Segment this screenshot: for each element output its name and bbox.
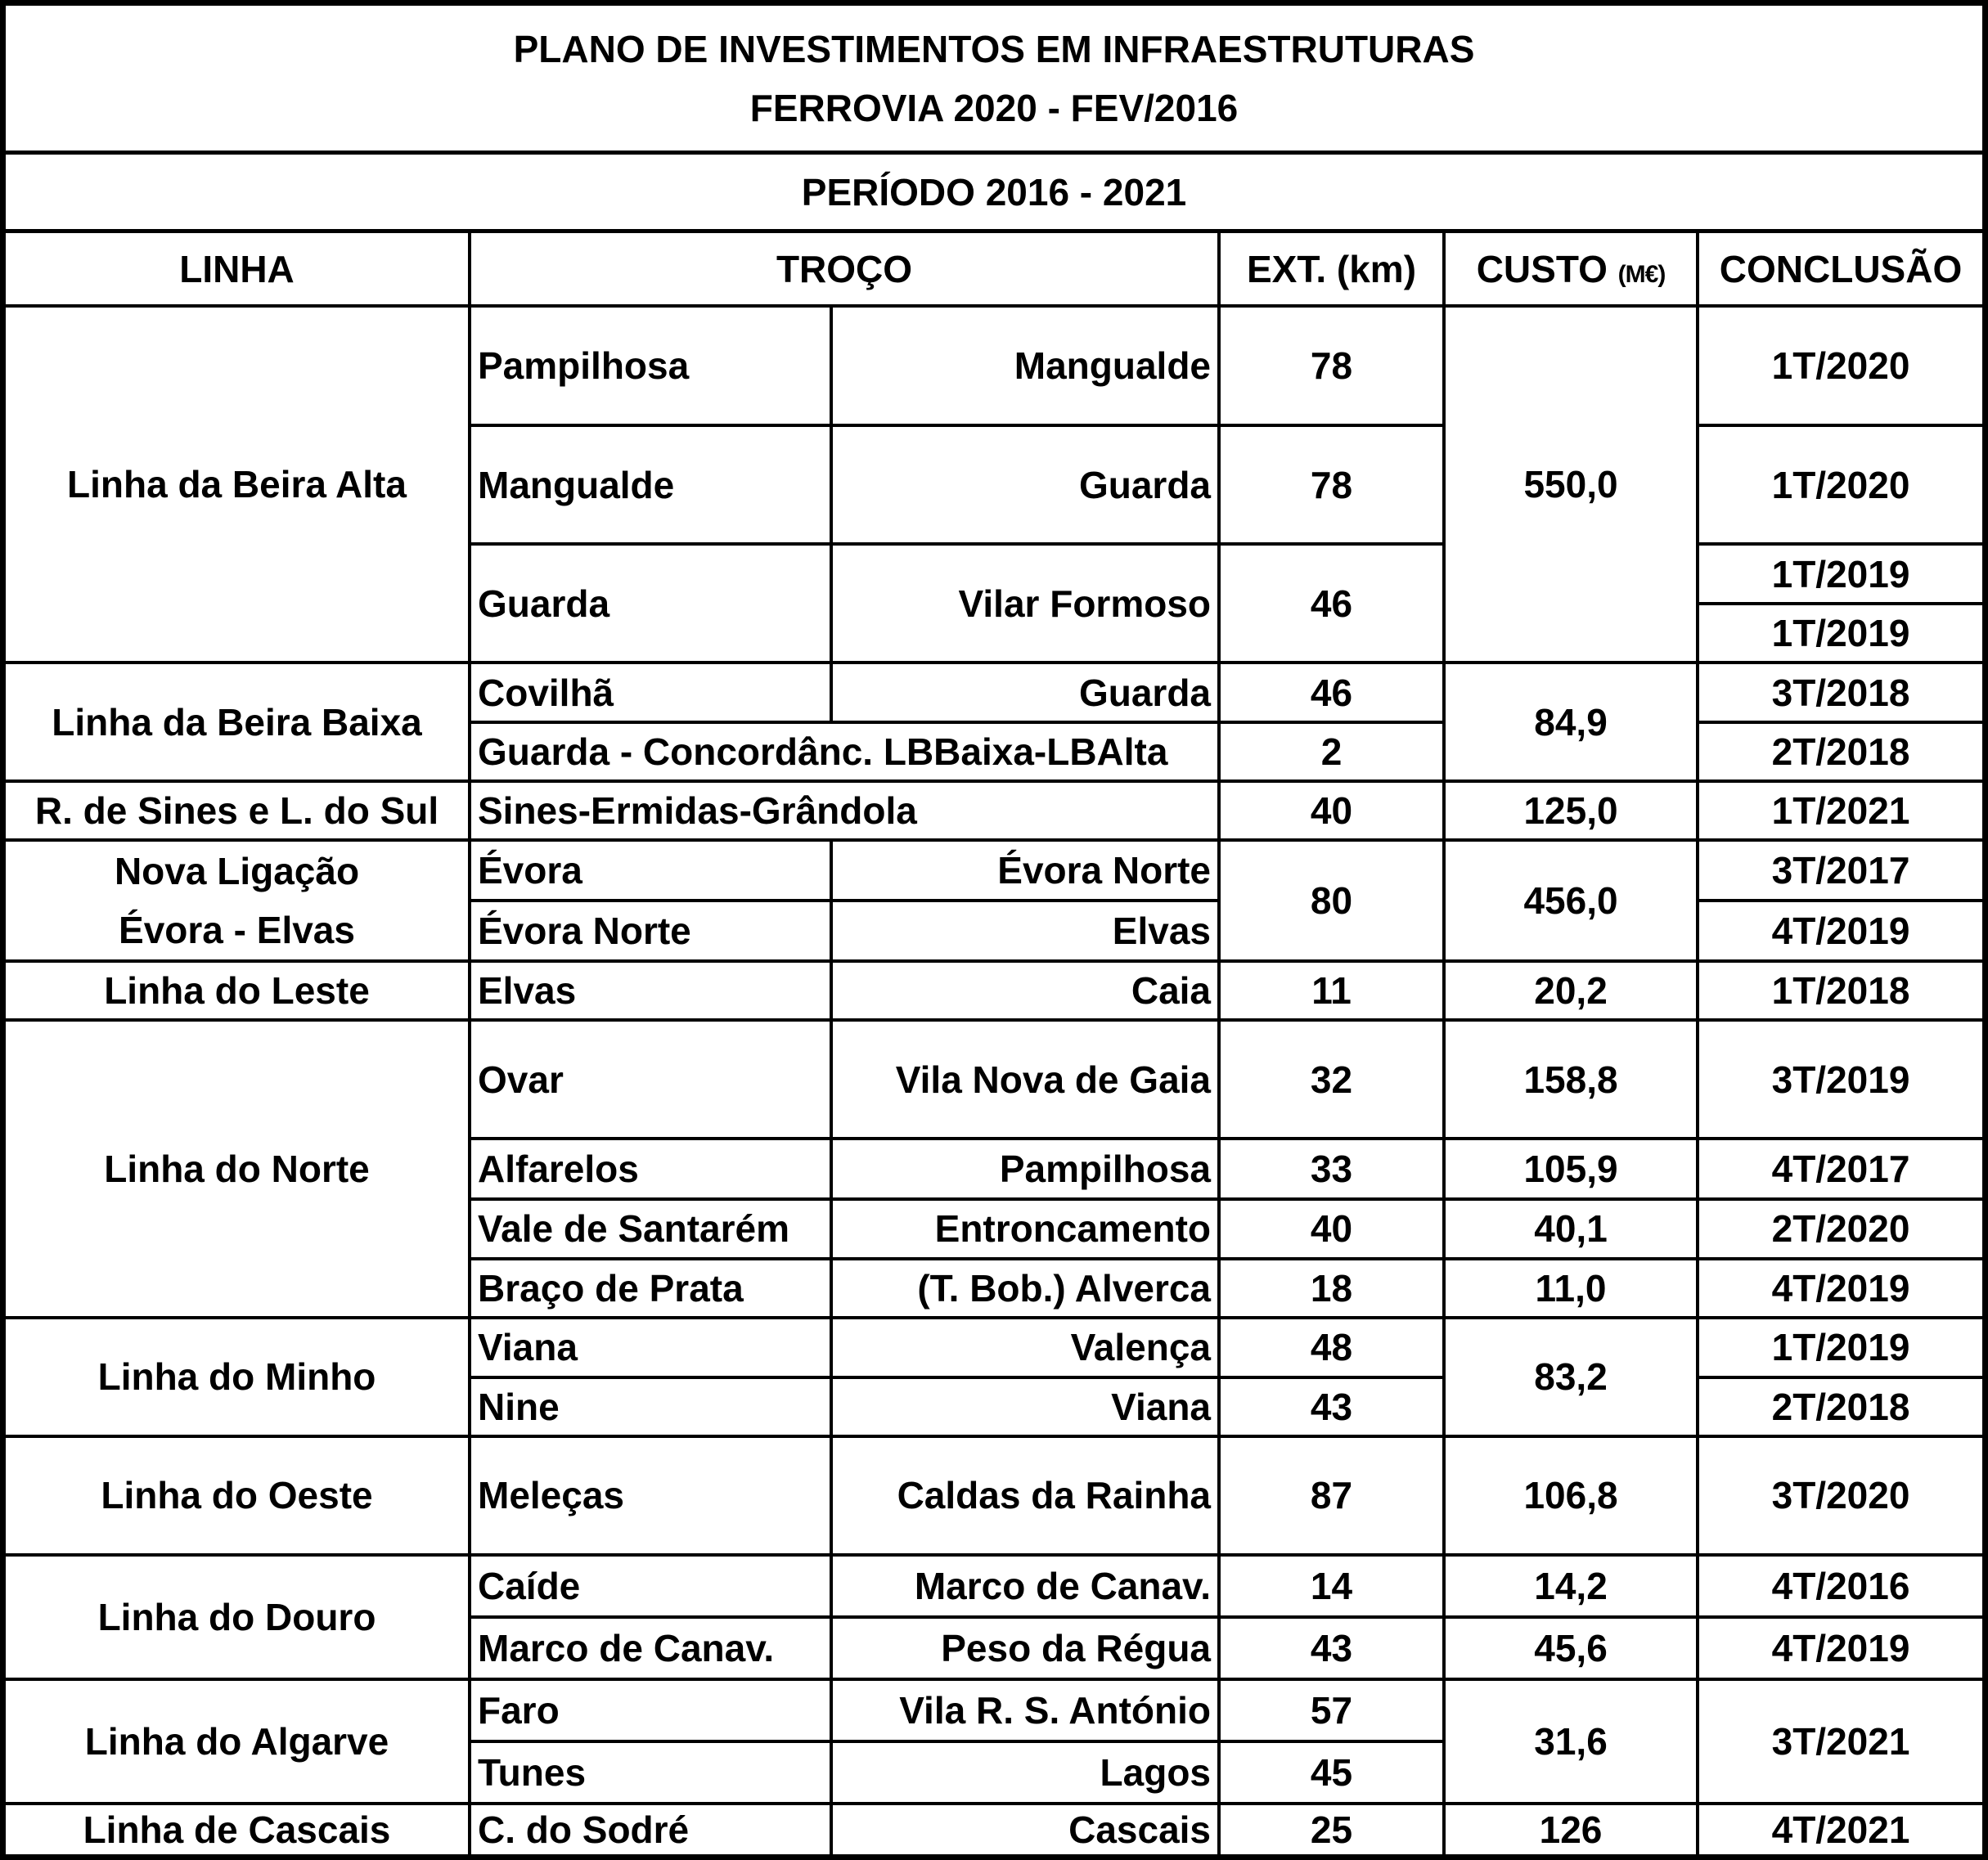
cell-troco-from: Caíde — [470, 1555, 831, 1617]
cell-troco-to: Valença — [831, 1318, 1219, 1377]
cell-ext: 78 — [1219, 425, 1444, 544]
cell-conclusao: 3T/2020 — [1698, 1436, 1982, 1555]
cell-ext: 40 — [1219, 781, 1444, 840]
cell-custo: 14,2 — [1444, 1555, 1698, 1617]
table-row — [6, 1555, 1982, 1617]
period-banner: PERÍODO 2016 - 2021 — [6, 155, 1982, 233]
cell-troco-from: Pampilhosa — [470, 306, 831, 425]
cell-ext: 18 — [1219, 1259, 1444, 1318]
table-row — [6, 1679, 1982, 1741]
cell-troco-from: Marco de Canav. — [470, 1617, 831, 1679]
cell-conclusao: 1T/2018 — [1698, 961, 1982, 1020]
cell-conclusao: 1T/2020 — [1698, 425, 1982, 544]
cell-ext: 80 — [1219, 840, 1444, 961]
cell-conclusao: 3T/2018 — [1698, 663, 1982, 722]
cell-ext: 57 — [1219, 1679, 1444, 1741]
table-row — [6, 1020, 1982, 1139]
cell-troco-to: Caia — [831, 961, 1219, 1020]
table-header-row — [6, 233, 1982, 306]
cell-troco-from: Nine — [470, 1377, 831, 1436]
cell-ext: 48 — [1219, 1318, 1444, 1377]
cell-troco-to: Cascais — [831, 1804, 1219, 1854]
cell-linha: Linha da Beira Alta — [6, 306, 470, 663]
cell-troco-from: Vale de Santarém — [470, 1199, 831, 1259]
cell-conclusao: 4T/2017 — [1698, 1139, 1982, 1198]
cell-conclusao: 4T/2021 — [1698, 1804, 1982, 1854]
table-row — [6, 961, 1982, 1020]
table-row — [6, 663, 1982, 722]
cell-troco-from: Covilhã — [470, 663, 831, 722]
cell-ext: 43 — [1219, 1617, 1444, 1679]
cell-troco-from: Mangualde — [470, 425, 831, 544]
cell-custo: 20,2 — [1444, 961, 1698, 1020]
cell-troco-from: Évora — [470, 840, 831, 901]
cell-troco-to: Guarda — [831, 663, 1219, 722]
cell-linha — [6, 840, 470, 961]
cell-troco: Sines-Ermidas-Grândola — [470, 781, 1219, 840]
table-row — [6, 306, 1982, 425]
cell-ext: 78 — [1219, 306, 1444, 425]
cell-troco: Guarda - Concordânc. LBBaixa-LBAlta — [470, 722, 1219, 781]
cell-troco-to: Vilar Formoso — [831, 544, 1219, 663]
cell-troco-to: Guarda — [831, 425, 1219, 544]
cell-custo: 11,0 — [1444, 1259, 1698, 1318]
cell-conclusao: 4T/2019 — [1698, 1617, 1982, 1679]
cell-troco-from: Braço de Prata — [470, 1259, 831, 1318]
cell-troco-to: Marco de Canav. — [831, 1555, 1219, 1617]
cell-conclusao: 1T/2020 — [1698, 306, 1982, 425]
cell-ext: 40 — [1219, 1199, 1444, 1259]
table-row — [6, 840, 1982, 901]
cell-troco-from: Faro — [470, 1679, 831, 1741]
table-row — [6, 1436, 1982, 1555]
cell-troco-to: Pampilhosa — [831, 1139, 1219, 1198]
cell-troco-from: Tunes — [470, 1741, 831, 1804]
header-custo — [1444, 233, 1698, 306]
header-ext: EXT. (km) — [1219, 233, 1444, 306]
cell-custo: 550,0 — [1444, 306, 1698, 663]
header-linha: LINHA — [6, 233, 470, 306]
cell-custo: 456,0 — [1444, 840, 1698, 961]
table-row — [6, 781, 1982, 840]
cell-conclusao: 3T/2017 — [1698, 840, 1982, 901]
cell-conclusao: 3T/2019 — [1698, 1020, 1982, 1139]
cell-custo: 106,8 — [1444, 1436, 1698, 1555]
cell-custo: 45,6 — [1444, 1617, 1698, 1679]
cell-troco-from: Elvas — [470, 961, 831, 1020]
document-title — [6, 6, 1982, 155]
cell-conclusao: 3T/2021 — [1698, 1679, 1982, 1804]
cell-ext: 46 — [1219, 544, 1444, 663]
cell-conclusao: 1T/2021 — [1698, 781, 1982, 840]
header-troco: TROÇO — [470, 233, 1219, 306]
table-row — [6, 1318, 1982, 1377]
cell-linha: Linha do Douro — [6, 1555, 470, 1679]
title-line-2: FERROVIA 2020 - FEV/2016 — [749, 86, 1239, 129]
cell-ext: 2 — [1219, 722, 1444, 781]
cell-ext: 25 — [1219, 1804, 1444, 1854]
cell-troco-to: Mangualde — [831, 306, 1219, 425]
table-row — [6, 1804, 1982, 1854]
cell-linha: Linha do Leste — [6, 961, 470, 1020]
cell-troco-to: Lagos — [831, 1741, 1219, 1804]
cell-ext: 33 — [1219, 1139, 1444, 1198]
cell-troco-from: Évora Norte — [470, 901, 831, 961]
cell-conclusao: 1T/2019 — [1698, 544, 1982, 604]
cell-ext: 11 — [1219, 961, 1444, 1020]
cell-custo: 158,8 — [1444, 1020, 1698, 1139]
cell-troco-to: Viana — [831, 1377, 1219, 1436]
cell-troco-to: Évora Norte — [831, 840, 1219, 901]
cell-troco-from: C. do Sodré — [470, 1804, 831, 1854]
cell-ext: 45 — [1219, 1741, 1444, 1804]
header-custo-label: CUSTO — [1476, 247, 1608, 290]
cell-troco-from: Guarda — [470, 544, 831, 663]
cell-ext: 14 — [1219, 1555, 1444, 1617]
cell-ext: 46 — [1219, 663, 1444, 722]
cell-troco-to: Vila Nova de Gaia — [831, 1020, 1219, 1139]
cell-troco-from: Viana — [470, 1318, 831, 1377]
cell-linha: Linha do Norte — [6, 1020, 470, 1317]
cell-troco-to: Entroncamento — [831, 1199, 1219, 1259]
investment-table — [6, 233, 1982, 1854]
cell-conclusao: 1T/2019 — [1698, 1318, 1982, 1377]
cell-conclusao: 2T/2018 — [1698, 1377, 1982, 1436]
cell-linha: Linha do Algarve — [6, 1679, 470, 1804]
cell-conclusao: 2T/2018 — [1698, 722, 1982, 781]
cell-linha: Linha da Beira Baixa — [6, 663, 470, 781]
cell-linha: R. de Sines e L. do Sul — [6, 781, 470, 840]
cell-ext: 32 — [1219, 1020, 1444, 1139]
cell-linha: Linha de Cascais — [6, 1804, 470, 1854]
cell-troco-to: Peso da Régua — [831, 1617, 1219, 1679]
cell-conclusao: 2T/2020 — [1698, 1199, 1982, 1259]
cell-custo: 83,2 — [1444, 1318, 1698, 1436]
cell-custo: 84,9 — [1444, 663, 1698, 781]
cell-ext: 87 — [1219, 1436, 1444, 1555]
cell-conclusao: 4T/2019 — [1698, 901, 1982, 961]
cell-linha-line-1: Nova Ligação — [114, 850, 360, 893]
cell-custo: 126 — [1444, 1804, 1698, 1854]
cell-troco-from: Ovar — [470, 1020, 831, 1139]
cell-custo: 31,6 — [1444, 1679, 1698, 1804]
title-line-1: PLANO DE INVESTIMENTOS EM INFRAESTRUTURAS — [513, 27, 1475, 70]
cell-linha: Linha do Oeste — [6, 1436, 470, 1555]
cell-troco-to: Caldas da Rainha — [831, 1436, 1219, 1555]
cell-custo: 105,9 — [1444, 1139, 1698, 1198]
cell-linha: Linha do Minho — [6, 1318, 470, 1436]
cell-troco-to: Vila R. S. António — [831, 1679, 1219, 1741]
header-conclusao: CONCLUSÃO — [1698, 233, 1982, 306]
header-custo-unit: (M€) — [1617, 260, 1666, 288]
cell-conclusao: 4T/2016 — [1698, 1555, 1982, 1617]
cell-conclusao: 1T/2019 — [1698, 604, 1982, 663]
cell-linha-line-2: Évora - Elvas — [119, 909, 355, 952]
cell-troco-from: Meleças — [470, 1436, 831, 1555]
cell-troco-from: Alfarelos — [470, 1139, 831, 1198]
cell-conclusao: 4T/2019 — [1698, 1259, 1982, 1318]
cell-troco-to: (T. Bob.) Alverca — [831, 1259, 1219, 1318]
cell-troco-to: Elvas — [831, 901, 1219, 961]
cell-custo: 125,0 — [1444, 781, 1698, 840]
cell-ext: 43 — [1219, 1377, 1444, 1436]
cell-custo: 40,1 — [1444, 1199, 1698, 1259]
